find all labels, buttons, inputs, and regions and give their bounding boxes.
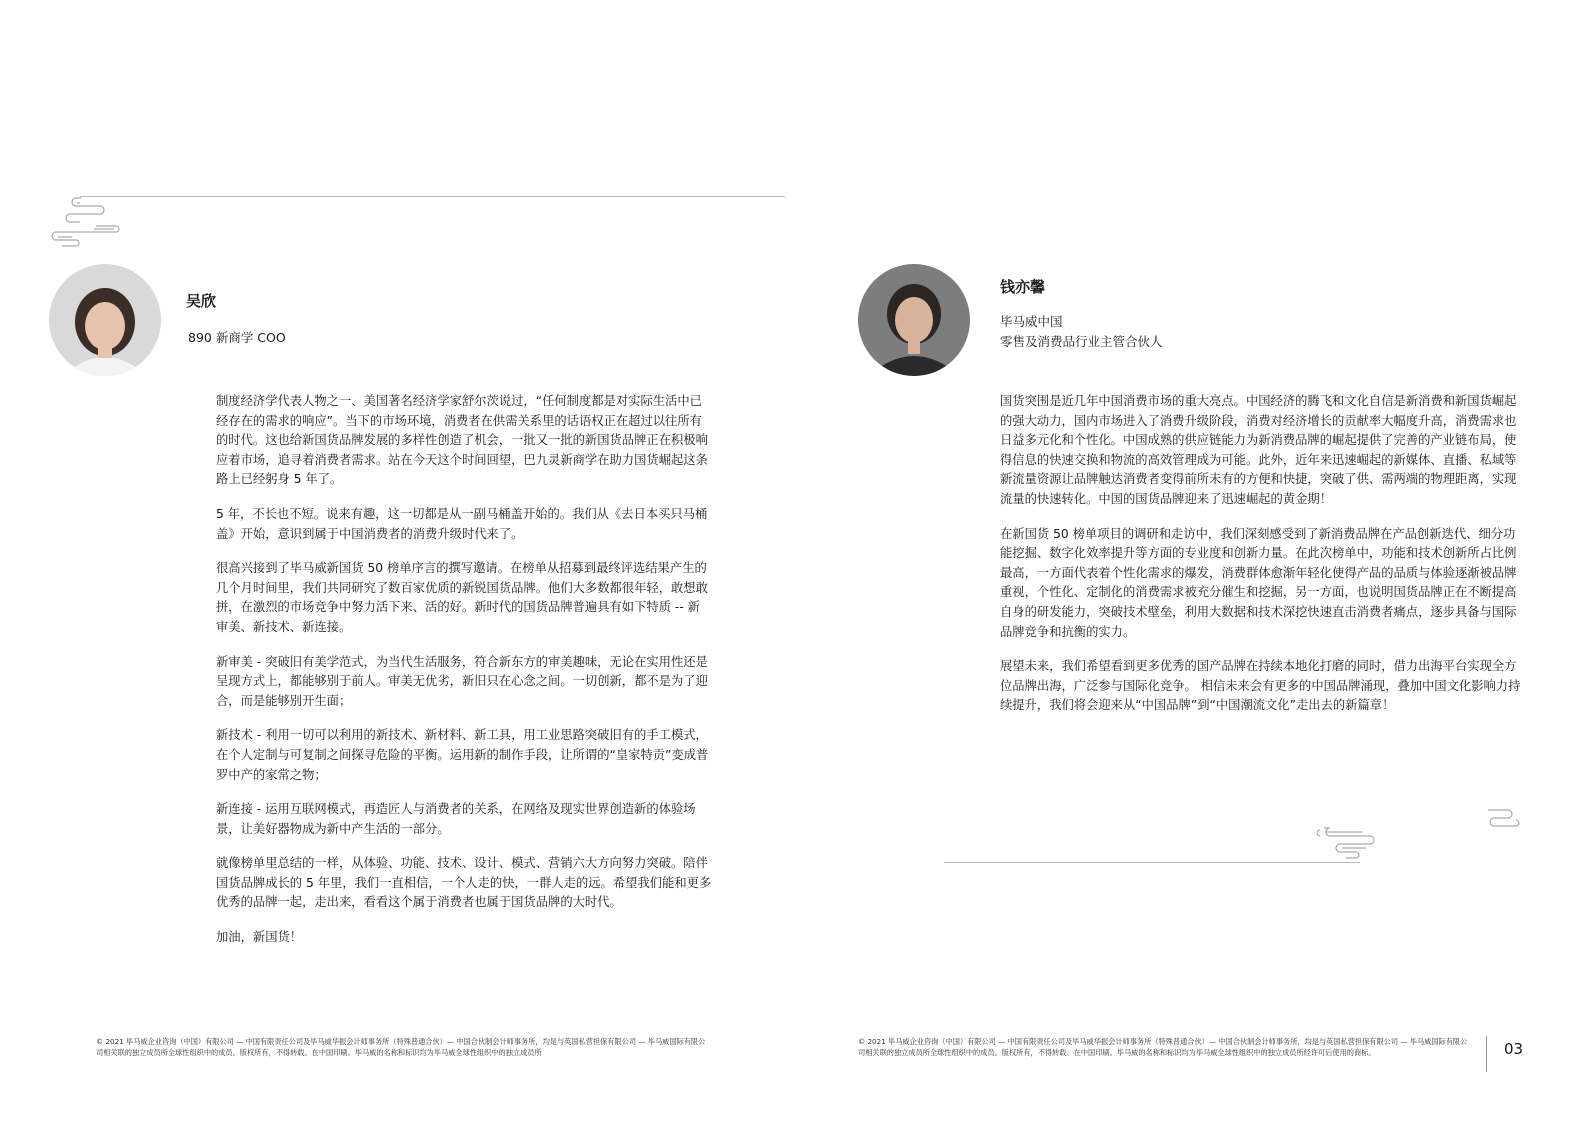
page-number-divider	[1486, 1036, 1487, 1072]
paragraph: 国货突围是近几年中国消费市场的重大亮点。中国经济的腾飞和文化自信是新消费和新国货崛起的强大动力，国内市场进入了消费升级阶段，消费对经济增长的贡献率大幅度升高，消费需求也日益多元化和个性化。中国成熟的供应链能力为新消费品牌的崛起提供了完善的产业链布局，使得信息的快速交换和物流的高效管理成为可能。此外，近年来迅速崛起的新媒体、直播、私域等新流量资源让品牌触达消费者变得前所未有的方便和快捷，突破了供、需两端的物理距离，实现流量的快速转化。中国的国货品牌迎来了迅速崛起的黄金期！	[1000, 394, 1517, 506]
paragraph: 在新国货 50 榜单项目的调研和走访中，我们深刻感受到了新消费品牌在产品创新迭代、细分功能挖掘、数字化效率提升等方面的专业度和创新力量。在此次榜单中，功能和技术创新所占比例最高，一方面代表着个性化需求的爆发，消费群体愈渐年轻化使得产品的品质与体验逐渐被品牌重视，个性化、定制化的消费需求被充分催生和挖掘，另一方面，也说明国货品牌正在不断提高自身的研发能力，突破技术壁垒，利用大数据和技术深挖快速直击消费者痛点，逐步具备与国际品牌竞争和抗衡的实力。	[1000, 526, 1517, 639]
paragraph: 新审美 - 突破旧有美学范式，为当代生活服务，符合新东方的审美趣味，无论在实用性还是呈现方式上，都能够别于前人。审美无优劣，新旧只在心念之间。一切创新，都不是为了迎合，而是能够别开生面；	[216, 654, 708, 708]
paragraph: 制度经济学代表人物之一、美国著名经济学家舒尔茨说过，“任何制度都是对实际生活中已经存在的需求的响应”。当下的市场环境，消费者在供需关系里的话语权正在超过以往所有的时代。这也给新国货品牌发展的多样性创造了机会，一批又一批的新国货品牌正在积极响应着市场，追寻着消费者需求。站在今天这个时间回望，巴九灵新商学在助力国货崛起这条路上已经躬身 5 年了。	[216, 394, 708, 487]
paragraph: 展望未来，我们希望看到更多优秀的国产品牌在持续本地化打磨的同时，借力出海平台实现全方位品牌出海，广泛参与国际化竞争。 相信未来会有更多的中国品牌涌现，叠加中国文化影响力持续提升，我们将会迎来从“中国品牌”到“中国潮流文化”走出去的新篇章！	[1000, 659, 1521, 713]
top-divider	[80, 196, 785, 197]
paragraph: 加油，新国货！	[216, 930, 303, 945]
cloud-ornament-icon	[46, 194, 126, 254]
person-title-line1: 毕马威中国	[1000, 314, 1063, 329]
paragraph: 新连接 - 运用互联网模式，再造匠人与消费者的关系，在网络及现实世界创造新的体验场景，让美好器物成为新中产生活的一部分。	[216, 802, 696, 836]
avatar-qian-yixin	[858, 264, 970, 376]
person-title-line2: 零售及消费品行业主管合伙人	[1000, 334, 1163, 349]
paragraph: 5 年，不长也不短。说来有趣，这一切都是从一副马桶盖开始的。我们从《去日本买只马桶盖》开始，意识到属于中国消费者的消费升级时代来了。	[216, 506, 708, 541]
avatar-wu-xin	[49, 264, 161, 376]
cloud-ornament-icon	[1312, 806, 1524, 868]
paragraph: 就像榜单里总结的一样，从体验、功能、技术、设计、模式、营销六大方向努力突破。陪伴国货品牌成长的 5 年里，我们一直相信，一个人走的快，一群人走的远。希望我们能和更多优秀的品牌一起，走出来，看看这个属于消费者也属于国货品牌的大时代。	[216, 856, 712, 910]
person-title: 890 新商学 COO	[188, 330, 286, 345]
right-body-text	[1000, 392, 1522, 731]
person-name: 吴欣	[186, 292, 217, 310]
left-body-text	[216, 392, 712, 963]
paragraph: 新技术 - 利用一切可以利用的新技术、新材料、新工具，用工业思路突破旧有的手工模式，在个人定制与可复制之间探寻危险的平衡。运用新的制作手段，让所谓的“皇家特贡”变成普罗中产的家常之物；	[216, 728, 709, 782]
right-footer-legal: © 2021 毕马威企业咨询（中国）有限公司 — 中国有限责任公司及毕马威华振会计师事务所（特殊普通合伙）— 中国合伙制会计师事务所，均是与英国私营担保有限公司 — 毕马威国际有限公司相关联的独立成员所全球性组织中的成员。版权所有，不得转载。在中国印刷。毕马威的名称和标识均为毕马威全球性组织中的独立成员所经许可后使用的商标。	[858, 1037, 1468, 1057]
page-number: 03	[1504, 1040, 1524, 1058]
paragraph: 很高兴接到了毕马威新国货 50 榜单序言的撰写邀请。在榜单从招募到最终评选结果产生的几个月时间里，我们共同研究了数百家优质的新锐国货品牌。他们大多数都很年轻，敢想敢拼，在激烈的市场竞争中努力活下来、活的好。新时代的国货品牌普遍具有如下特质 -- 新审美、新技术、新连接。	[216, 561, 708, 634]
bottom-divider	[944, 862, 1360, 863]
left-footer-legal: © 2021 毕马威企业咨询（中国）有限公司 — 中国有限责任公司及毕马威华振会计师事务所（特殊普通合伙）— 中国合伙制会计师事务所，均是与英国私营担保有限公司 — 毕马威国际有限公司相关联的独立成员所全球性组织中的成员。版权所有，不得转载。在中国印刷。毕马威的名称和标识均为毕马威全球性组织中的独立成员所	[96, 1037, 706, 1057]
person-name: 钱亦馨	[1000, 278, 1046, 296]
